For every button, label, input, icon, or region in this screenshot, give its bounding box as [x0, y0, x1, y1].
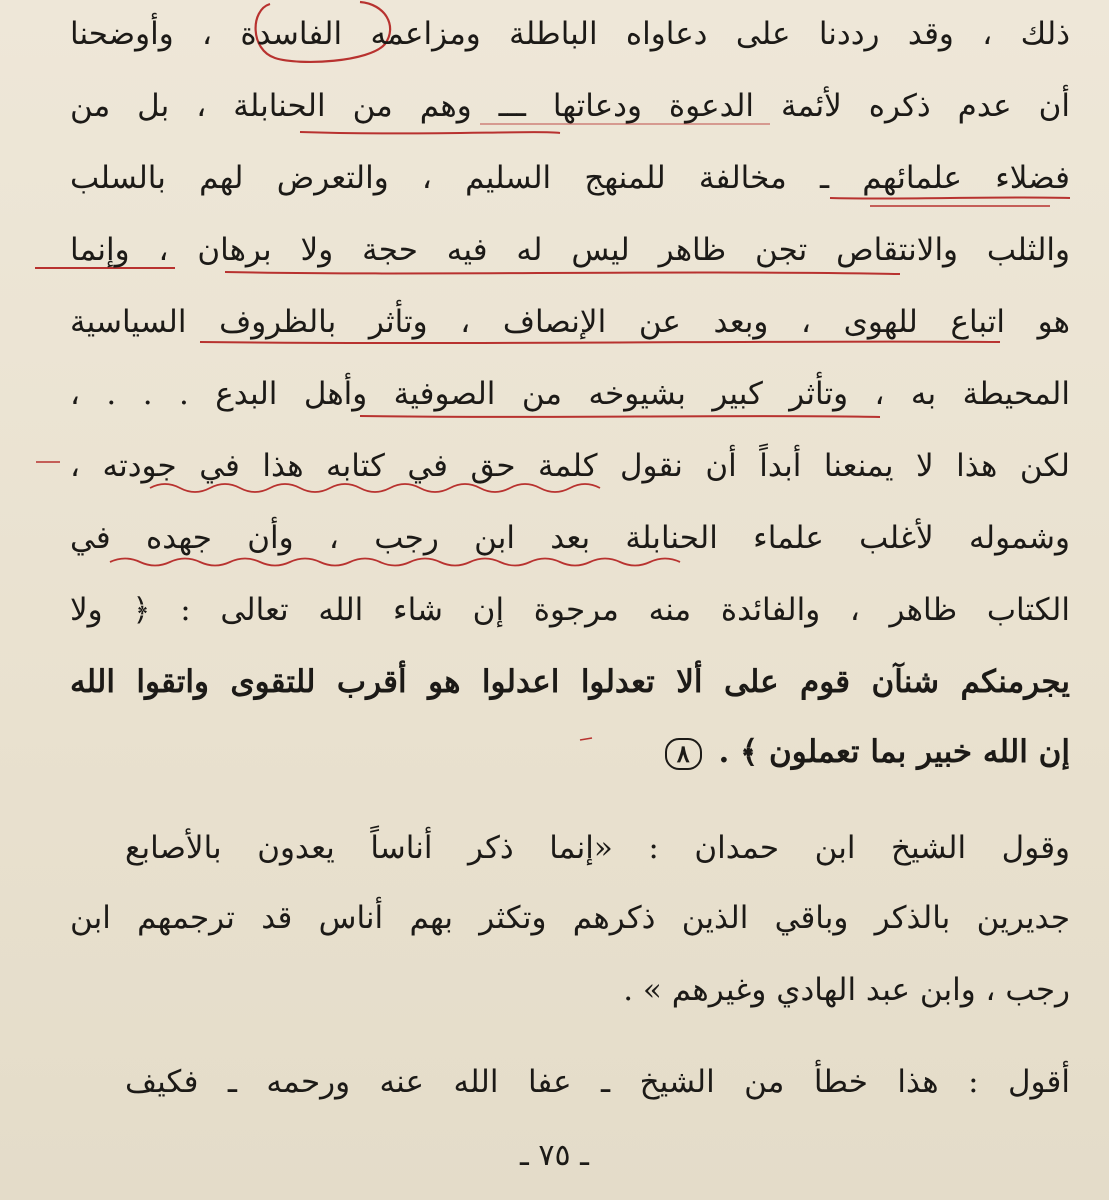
text-line: هو اتباع للهوى ، وبعد عن الإنصاف ، وتأثر بالظروف السياسية: [70, 304, 1070, 340]
text-line: والثلب والانتقاص تجن ظاهر ليس له فيه حجة ولا برهان ، وإنما: [70, 232, 1070, 268]
text-line: رجب ، وابن عبد الهادي وغيرهم » .: [623, 972, 1070, 1008]
verse-text: إن الله خبير بما تعملون ﴾ .: [718, 734, 1070, 770]
text-line: لكن هذا لا يمنعنا أبداً أن نقول كلمة حق في كتابه هذا في جودته ،: [70, 448, 1070, 484]
text-line: فضلاء علمائهم ـ مخالفة للمنهج السليم ، والتعرض لهم بالسلب: [70, 160, 1070, 196]
quran-verse-line: [70, 732, 1070, 772]
page-number: ـ ٧٥ ـ: [520, 1138, 589, 1173]
text-line: جديرين بالذكر وباقي الذين ذكرهم وتكثر بهم أناس قد ترجمهم ابن: [70, 900, 1070, 936]
text-line: أن عدم ذكره لأئمة الدعوة ودعاتها ـــ وهم من الحنابلة ، بل من: [70, 88, 1070, 124]
text-line: وقول الشيخ ابن حمدان : «إنما ذكر أناساً يعدون بالأصابع: [125, 830, 1070, 866]
text-line: المحيطة به ، وتأثر كبير بشيوخه من الصوفية وأهل البدع . . . ،: [70, 376, 1070, 412]
text-line: وشموله لأغلب علماء الحنابلة بعد ابن رجب ، وأن جهده في: [70, 520, 1070, 556]
text-line: ذلك ، وقد رددنا على دعاواه الباطلة ومزاعمه الفاسدة ، وأوضحنا: [70, 16, 1070, 52]
text-line: أقول : هذا خطأ من الشيخ ـ عفا الله عنه ورحمه ـ فكيف: [125, 1064, 1070, 1100]
text-block: [40, 0, 1070, 1200]
text-line: الكتاب ظاهر ، والفائدة منه مرجوة إن شاء الله تعالى : ﴿ ولا: [70, 592, 1070, 628]
quran-verse-line: يجرمنكم شنآن قوم على ألا تعدلوا اعدلوا هو أقرب للتقوى واتقوا الله: [70, 664, 1070, 700]
verse-number-badge: ٨: [665, 738, 702, 770]
